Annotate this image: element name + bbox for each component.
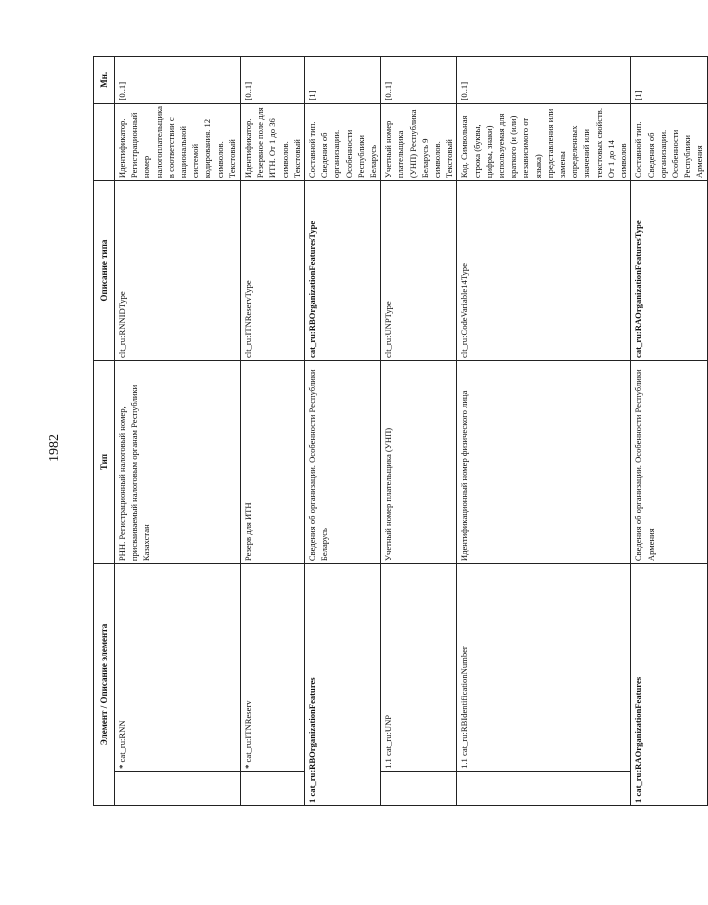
element-marker: *: [243, 764, 253, 769]
table-row: [305, 57, 381, 806]
element-marker: *: [117, 764, 127, 769]
type-name: clt_ru:ITNReservType: [241, 181, 305, 361]
element-marker: 1.1: [459, 758, 470, 769]
element-desc: Идентификационный номер физического лица: [457, 360, 631, 563]
type-desc: Код. Символьная строка (буквы, цифры, знаки) используемая для краткого (и (или) независимого от языка) представления или замены определенных значений или текстовых свойств. От 1 до 14 символов: [457, 103, 631, 181]
element-marker: 1.1: [383, 758, 394, 769]
element-desc: Резерв для ИТН: [241, 360, 305, 563]
table-row: [457, 57, 631, 806]
header-type-desc: Описание типа: [94, 181, 115, 361]
row-marker: [381, 771, 457, 805]
element-cell: [381, 564, 457, 772]
element-desc: Учетный номер плательщика (УНП): [381, 360, 457, 563]
element-desc: РНН. Регистрационный налоговый номер, присваиваемый налоговым органам Республики Казахстан: [115, 360, 241, 563]
element-cell: [631, 564, 707, 806]
element-name: cat_ru:UNP: [383, 714, 394, 756]
multiplicity: [0..1]: [115, 57, 241, 104]
table-row: [631, 57, 707, 806]
element-name: cat_ru:RBOrganizationFeatures: [307, 677, 318, 797]
element-desc: Сведения об организации. Особенности Республики Армения: [631, 360, 707, 563]
header-desc: [94, 103, 115, 181]
row-marker: [457, 771, 631, 805]
type-desc: Составной тип. Сведения об организации. Особенности Республики Армения: [631, 103, 707, 181]
element-cell: [241, 564, 305, 772]
element-cell: [457, 564, 631, 772]
type-name: cat_ru:RBOrganizationFeaturesType: [305, 181, 381, 361]
header-type: Тип: [94, 360, 115, 563]
type-name: clt_ru:CodeVariable14Type: [457, 181, 631, 361]
multiplicity: [0..1]: [457, 57, 631, 104]
header-element: Элемент / Описание элемента: [94, 564, 115, 806]
element-name: cat_ru:ITNReserv: [243, 700, 253, 763]
row-marker: [241, 771, 305, 805]
element-cell: [115, 564, 241, 772]
type-desc: Идентификатор. Резервное поле для ИТН. От 1 до 36 символов. Текстовый: [241, 103, 305, 181]
type-name: clt_ru:RNNIDType: [115, 181, 241, 361]
table-header-row: [94, 57, 115, 806]
type-name: cat_ru:RAOrganizationFeaturesType: [631, 181, 707, 361]
multiplicity: [1]: [305, 57, 381, 104]
element-cell: [305, 564, 381, 806]
page-number: 1982: [47, 434, 62, 462]
rotated-table-container: [93, 56, 705, 806]
type-desc: Учетный номер плательщика (УНП) Республика Беларусь 9 символов. Текстовый: [381, 103, 457, 181]
element-name: cat_ru:RNN: [117, 720, 127, 763]
table-row: [115, 57, 241, 806]
header-mult: Мн.: [94, 57, 115, 104]
header-element-desc-label: Описание элемента: [98, 623, 109, 704]
multiplicity: [0..1]: [381, 57, 457, 104]
element-name: cat_ru:RBIdentificationNumber: [459, 646, 470, 756]
element-marker: 1: [307, 798, 318, 803]
type-desc: Составной тип. Сведения об организации. Особенности Республики Беларусь: [305, 103, 381, 181]
element-desc: Сведения об организации. Особенности Республики Беларусь: [305, 360, 381, 563]
element-name: cat_ru:RAOrganizationFeatures: [633, 676, 644, 797]
element-spec-table: [93, 56, 708, 806]
type-desc: Идентификатор. Регистрационный номер налогоплательщика в соответствии с национальной системой кодирования. 12 символов. Текстовый: [115, 103, 241, 181]
element-marker: 1: [633, 798, 644, 803]
table-row: [241, 57, 305, 806]
multiplicity: [0..1]: [241, 57, 305, 104]
multiplicity: [1]: [631, 57, 707, 104]
type-name: clt_ru:UNPType: [381, 181, 457, 361]
header-element-label: Элемент: [98, 710, 109, 746]
row-marker: [115, 771, 241, 805]
table-row: [381, 57, 457, 806]
